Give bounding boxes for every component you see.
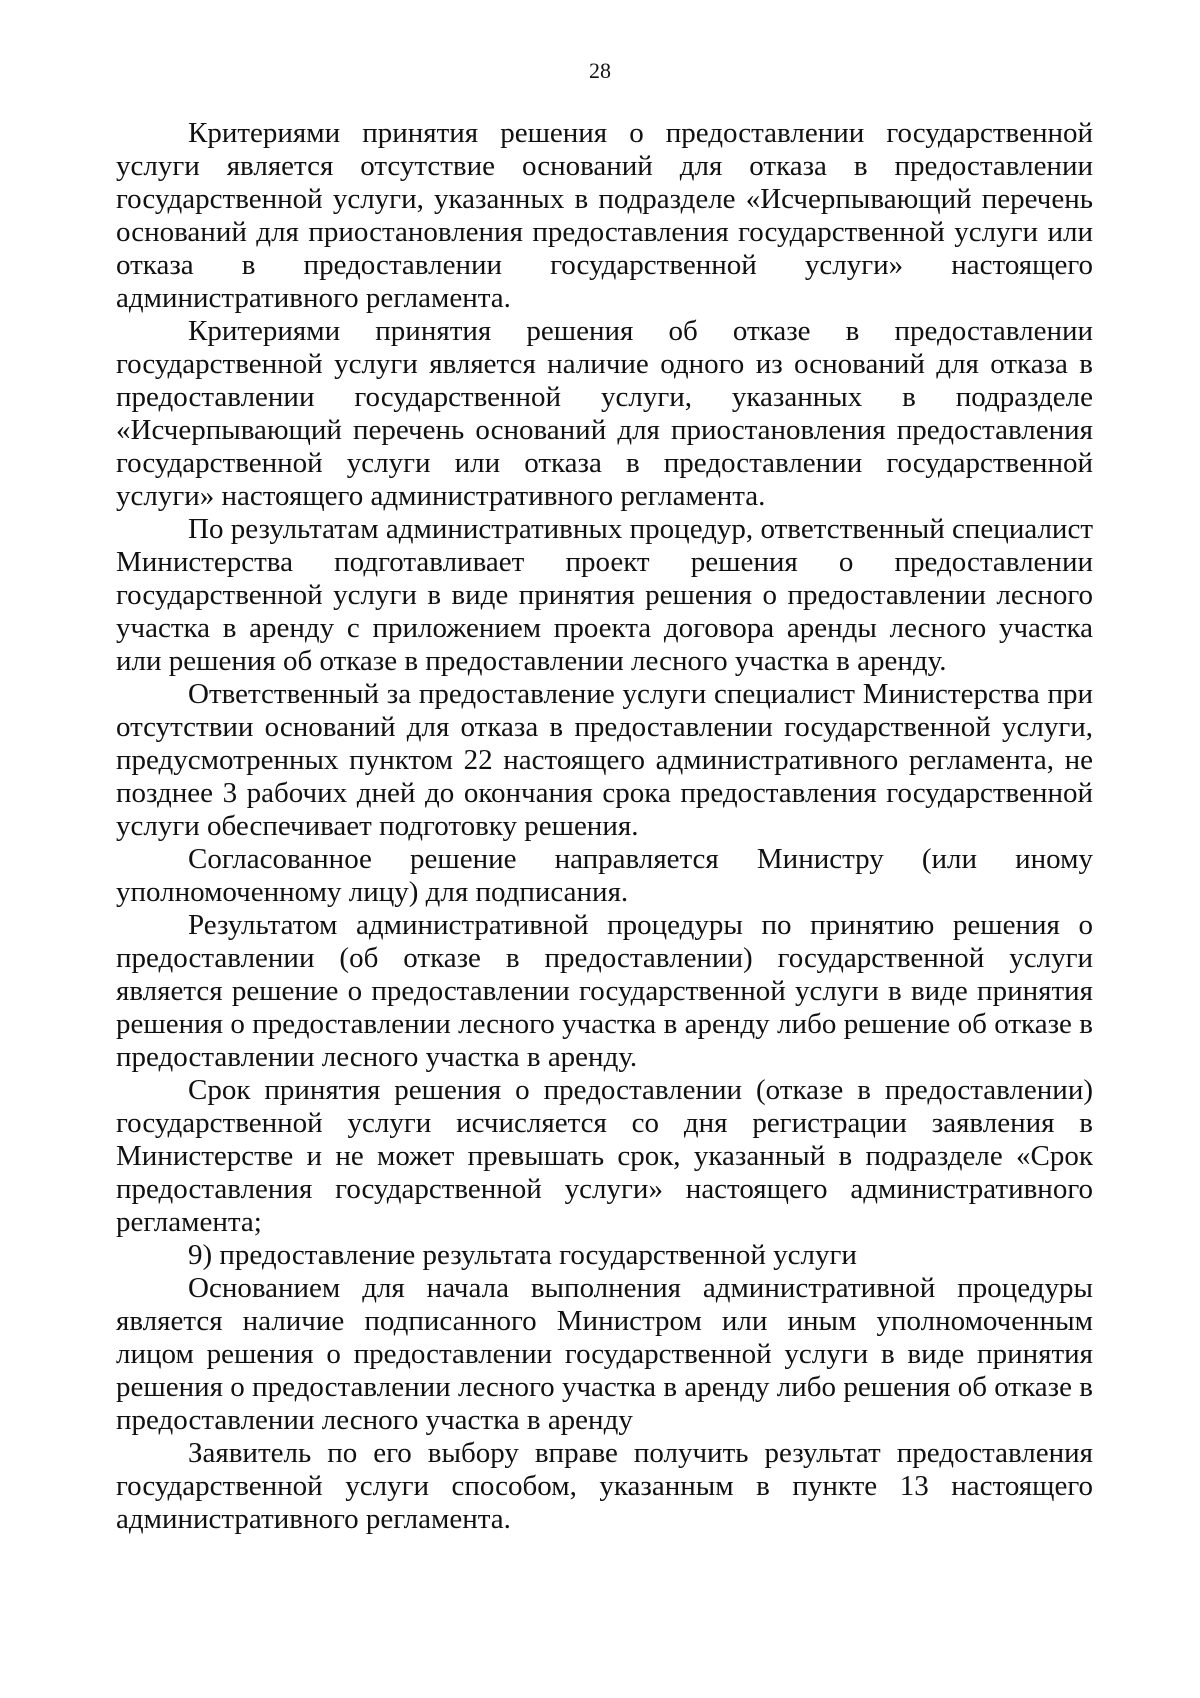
paragraph-refusal-criteria: Критериями принятия решения об отказе в предоставлении государственной услуги является наличие одного из оснований для отказа в предоставлении государственной услуги, указанных в подразделе «Исчерпывающий перечень оснований для приостановления предоставления государственной услуги или отказа в предоставлении государственной услуги» настоящего административного регламента.	[116, 315, 1093, 512]
paragraph-result-delivery: Заявитель по его выбору вправе получить результат предоставления государственной услуги способом, указанным в пункте 13 настоящего административного регламента.	[116, 1437, 1093, 1535]
document-body	[116, 117, 1093, 1536]
paragraph-decision-term: Срок принятия решения о предоставлении (отказе в предоставлении) государственной услуги исчисляется со дня регистрации заявления в Министерстве и не может превышать срок, указанный в подразделе «Срок предоставления государственной услуги» настоящего административного регламента;	[116, 1074, 1093, 1238]
paragraph-acceptance-criteria: Критериями принятия решения о предоставлении государственной услуги является отсутствие оснований для отказа в предоставлении государственной услуги, указанных в подразделе «Исчерпывающий перечень оснований для приостановления предоставления государственной услуги или отказа в предоставлении государственной услуги» настоящего административного регламента.	[116, 117, 1093, 314]
paragraph-procedure-result: Результатом административной процедуры по принятию решения о предоставлении (об отказе в предоставлении) государственной услуги является решение о предоставлении государственной услуги в виде принятия решения о предоставлении лесного участка в аренду либо решение об отказе в предоставлении лесного участка в аренду.	[116, 909, 1093, 1073]
paragraph-section-heading: 9) предоставление результата государственной услуги	[188, 1239, 857, 1271]
paragraph-procedure-basis: Основанием для начала выполнения административной процедуры является наличие подписанного Министром или иным уполномоченным лицом решения о предоставлении государственной услуги в виде принятия решения о предоставлении лесного участка в аренду либо решения об отказе в предоставлении лесного участка в аренду	[116, 1272, 1093, 1436]
paragraph-decision-preparation: Ответственный за предоставление услуги специалист Министерства при отсутствии оснований для отказа в предоставлении государственной услуги, предусмотренных пунктом 22 настоящего административного регламента, не позднее 3 рабочих дней до окончания срока предоставления государственной услуги обеспечивает подготовку решения.	[116, 678, 1093, 842]
page-number: 28	[589, 58, 611, 83]
paragraph-draft-decision: По результатам административных процедур, ответственный специалист Министерства подготавливает проект решения о предоставлении государственной услуги в виде принятия решения о предоставлении лесного участка в аренду с приложением проекта договора аренды лесного участка или решения об отказе в предоставлении лесного участка в аренду.	[116, 513, 1093, 677]
paragraph-signing: Согласованное решение направляется Министру (или иному уполномоченному лицу) для подписания.	[116, 843, 1093, 908]
